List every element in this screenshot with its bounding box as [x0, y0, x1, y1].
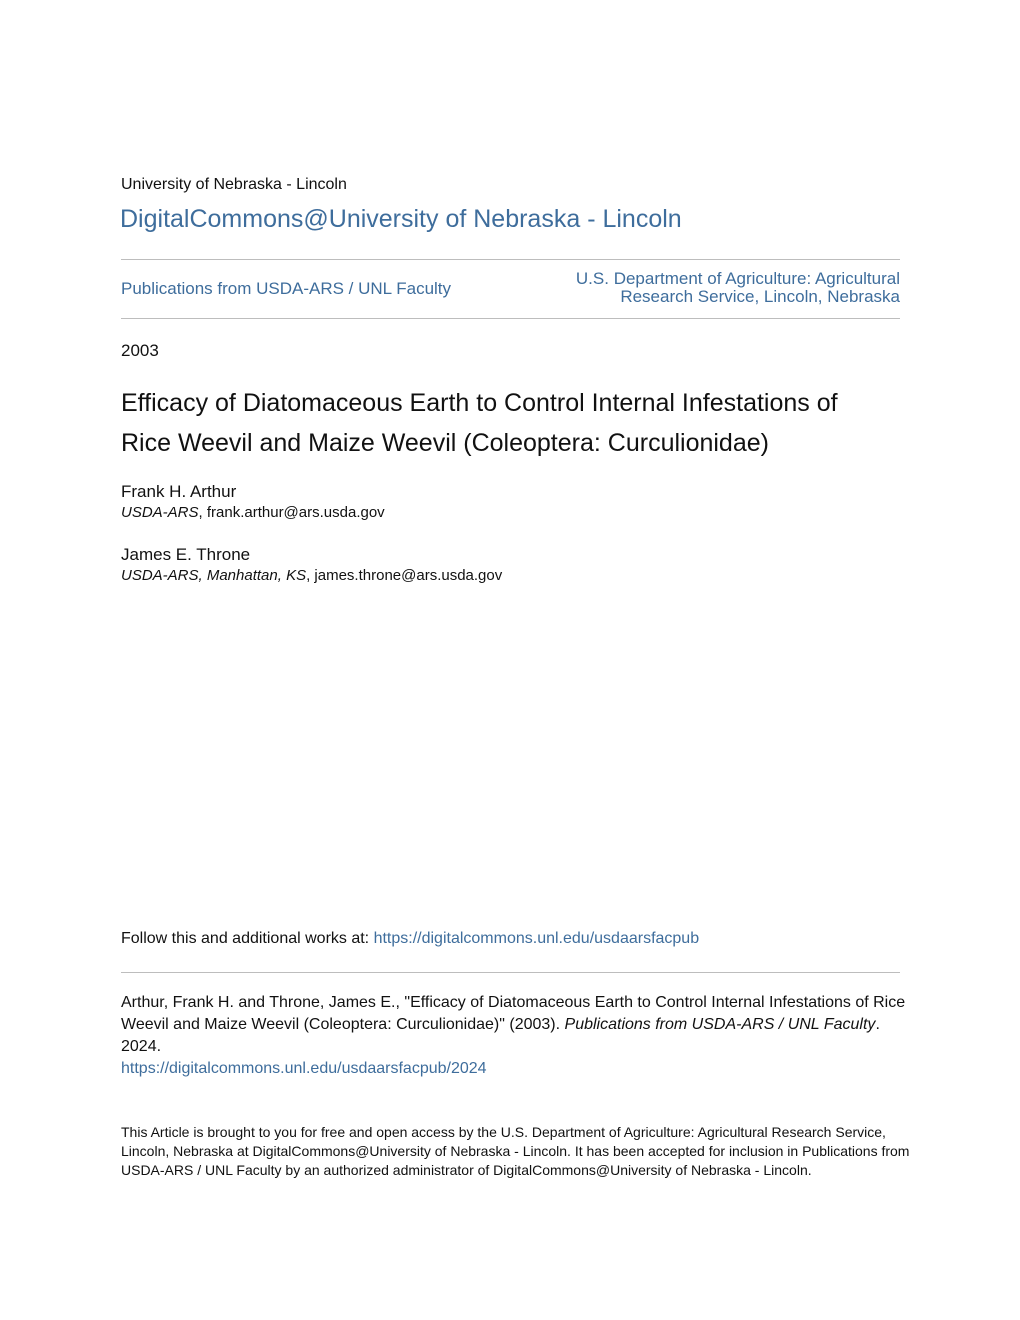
citation-block — [121, 992, 911, 1080]
citation-source: Publications from USDA-ARS / UNL Faculty — [564, 1016, 876, 1033]
follow-link[interactable]: https://digitalcommons.unl.edu/usdaarsfacpub — [373, 930, 700, 947]
citation-number: . 2024. — [121, 1016, 880, 1055]
follow-line — [121, 930, 699, 948]
divider — [121, 972, 900, 973]
article-title — [121, 383, 911, 463]
author-affiliation: USDA-ARS, Manhattan, KS, james.throne@ars.usda.gov — [121, 567, 503, 584]
author-affiliation: USDA-ARS, frank.arthur@ars.usda.gov — [121, 504, 385, 521]
author-name: Frank H. Arthur — [121, 482, 237, 501]
citation-link[interactable]: https://digitalcommons.unl.edu/usdaarsfacpub/2024 — [121, 1060, 487, 1077]
author-block — [121, 545, 502, 584]
author-block — [121, 482, 385, 521]
title-line-2: Rice Weevil and Maize Weevil (Coleoptera: Curculionidae) — [121, 429, 769, 457]
department-line-2: Research Service, Lincoln, Nebraska — [620, 287, 900, 306]
citation-text: Arthur, Frank H. and Throne, James E., "Efficacy of Diatomaceous Earth to Control Internal Infestations of Rice Weevil and Maize Weevil (Coleoptera: Curculionidae)" (2003). — [121, 994, 906, 1033]
repository-link[interactable]: DigitalCommons@University of Nebraska - Lincoln — [120, 205, 682, 233]
divider — [121, 318, 900, 319]
divider — [121, 259, 900, 260]
affiliation-text: USDA-ARS — [121, 504, 199, 521]
access-statement: This Article is brought to you for free and open access by the U.S. Department of Agriculture: Agricultural Research Service, Lincoln, Nebraska at DigitalCommons@University of Nebraska - Lincoln. It has been accepted for inclusion in Publications from USDA-ARS / UNL Faculty by an authorized administrator of DigitalCommons@University of Nebraska - Lincoln. — [121, 1124, 910, 1178]
author-email: james.throne@ars.usda.gov — [314, 567, 503, 584]
publication-year: 2003 — [121, 341, 159, 360]
collection-link[interactable]: Publications from USDA-ARS / UNL Faculty — [121, 279, 452, 298]
title-line-1: Efficacy of Diatomaceous Earth to Control Internal Infestations of — [121, 389, 838, 417]
author-email: frank.arthur@ars.usda.gov — [206, 504, 385, 521]
author-name: James E. Throne — [121, 545, 251, 564]
follow-label: Follow this and additional works at: — [121, 930, 374, 947]
institution-name: University of Nebraska - Lincoln — [121, 176, 347, 193]
affiliation-text: USDA-ARS, Manhattan, KS — [121, 567, 307, 584]
department-link[interactable] — [520, 270, 900, 306]
department-line-1: U.S. Department of Agriculture: Agricultural — [575, 269, 900, 288]
